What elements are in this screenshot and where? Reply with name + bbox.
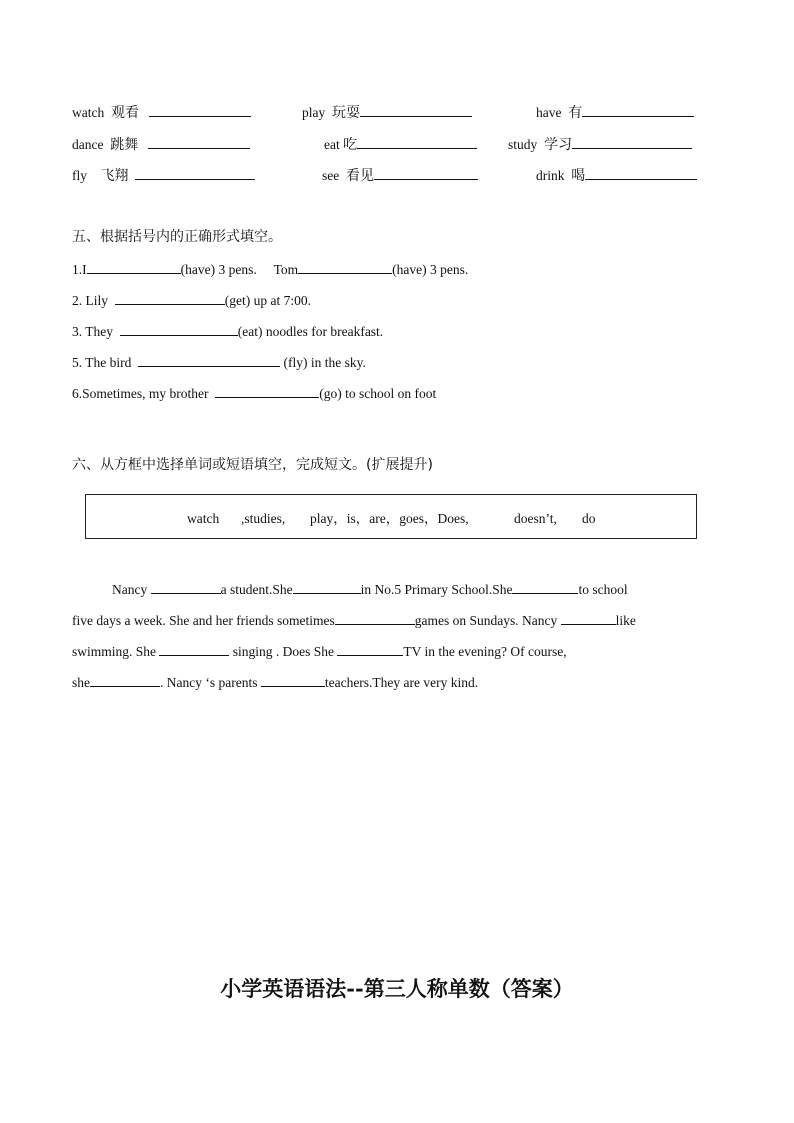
question-text: Tom	[273, 262, 299, 277]
answer-blank[interactable]	[582, 103, 694, 117]
question-text: (have) 3 pens.	[180, 262, 257, 277]
vocab-meaning: 喝	[571, 168, 586, 184]
vocab-word: dance	[72, 137, 104, 152]
answer-blank[interactable]	[215, 384, 319, 398]
answer-blank[interactable]	[293, 580, 361, 594]
word-bank-item: doesn’t,	[514, 511, 557, 526]
vocab-meaning: 看见	[346, 168, 374, 184]
vocab-item-drink	[536, 166, 697, 185]
vocab-meaning: 观看	[110, 105, 139, 121]
question-text: 5. The bird	[72, 355, 132, 370]
question-text: 2. Lily	[72, 293, 108, 308]
passage-text: games on Sundays. Nancy	[414, 613, 558, 628]
vocab-word: see	[322, 168, 340, 183]
vocab-word: drink	[536, 168, 565, 183]
answer-blank[interactable]	[374, 166, 478, 180]
answer-blank[interactable]	[337, 642, 403, 656]
answer-blank[interactable]	[572, 135, 692, 149]
answer-blank[interactable]	[357, 135, 477, 149]
answer-blank[interactable]	[120, 322, 238, 336]
vocab-meaning: 飞翔	[100, 168, 129, 184]
answer-blank[interactable]	[90, 673, 160, 687]
passage-text: like	[615, 613, 636, 628]
vocab-item-have	[536, 103, 694, 122]
passage-line-3	[72, 642, 567, 661]
answer-blank[interactable]	[87, 260, 181, 274]
passage-text: singing . Does She	[232, 644, 335, 659]
passage-text: TV in the evening? Of course,	[403, 644, 567, 659]
vocab-item-watch	[72, 103, 251, 122]
word-bank-box	[85, 494, 697, 539]
answer-blank[interactable]	[138, 353, 280, 367]
answer-blank[interactable]	[335, 611, 415, 625]
word-bank-item: watch	[187, 511, 220, 526]
vocab-meaning: 玩耍	[332, 105, 360, 121]
section5-question-2	[72, 291, 311, 310]
vocab-word: watch	[72, 105, 105, 120]
answer-blank[interactable]	[261, 673, 325, 687]
question-text: (fly) in the sky.	[283, 355, 366, 370]
passage-line-2	[72, 611, 636, 630]
vocab-meaning: 吃	[343, 137, 358, 153]
word-bank-item: ,studies,	[241, 511, 286, 526]
passage-text: she	[72, 675, 90, 690]
passage-text: a student.She	[220, 582, 293, 597]
vocab-item-play	[302, 103, 472, 122]
answer-blank[interactable]	[561, 611, 616, 625]
vocab-word: play	[302, 105, 326, 120]
answer-blank[interactable]	[115, 291, 225, 305]
vocab-item-fly	[72, 166, 255, 185]
vocab-word: eat	[324, 137, 340, 152]
question-text: (have) 3 pens.	[392, 262, 469, 277]
vocab-item-dance	[72, 135, 250, 154]
answer-blank[interactable]	[149, 103, 251, 117]
passage-line-1	[112, 580, 628, 599]
section5-heading: 五、根据括号内的正确形式填空。	[72, 229, 282, 245]
passage-text: to school	[578, 582, 628, 597]
passage-text: five days a week. She and her friends sometimes	[72, 613, 335, 628]
question-text: (go) to school on foot	[319, 386, 437, 401]
answer-section-title: 小学英语语法--第三人称单数（答案）	[220, 976, 574, 1001]
passage-text: swimming. She	[72, 644, 157, 659]
question-text: (eat) noodles for breakfast.	[237, 324, 384, 339]
answer-blank[interactable]	[159, 642, 229, 656]
section5-question-6	[72, 384, 436, 403]
answer-blank[interactable]	[135, 166, 255, 180]
question-text: 6.Sometimes, my brother	[72, 386, 209, 401]
question-text: 3. They	[72, 324, 113, 339]
vocab-meaning: 有	[568, 105, 583, 121]
vocab-word: have	[536, 105, 562, 120]
word-bank-item: play，is，are，goes，Does,	[310, 511, 469, 526]
vocab-word: fly	[72, 168, 87, 183]
question-text: (get) up at 7:00.	[224, 293, 311, 308]
answer-blank[interactable]	[512, 580, 578, 594]
answer-blank[interactable]	[148, 135, 250, 149]
vocab-item-eat	[324, 135, 477, 154]
answer-blank[interactable]	[360, 103, 472, 117]
answer-blank[interactable]	[585, 166, 697, 180]
question-text: 1.I	[72, 262, 87, 277]
passage-text: . Nancy ‘s parents	[160, 675, 258, 690]
vocab-item-study	[508, 135, 692, 154]
vocab-item-see	[322, 166, 478, 185]
passage-line-4	[72, 673, 478, 692]
word-bank-item: do	[582, 511, 596, 526]
passage-text: Nancy	[112, 582, 148, 597]
section5-question-1	[72, 260, 468, 279]
passage-text: teachers.They are very kind.	[324, 675, 479, 690]
vocab-word: study	[508, 137, 538, 152]
section5-question-5	[72, 353, 366, 372]
section6-heading: 六、从方框中选择单词或短语填空，完成短文。(扩展提升)	[72, 457, 433, 473]
answer-blank[interactable]	[151, 580, 221, 594]
vocab-meaning: 学习	[544, 137, 573, 153]
passage-text: in No.5 Primary School.She	[360, 582, 513, 597]
section5-question-3	[72, 322, 383, 341]
answer-blank[interactable]	[298, 260, 392, 274]
vocab-meaning: 跳舞	[110, 137, 139, 153]
